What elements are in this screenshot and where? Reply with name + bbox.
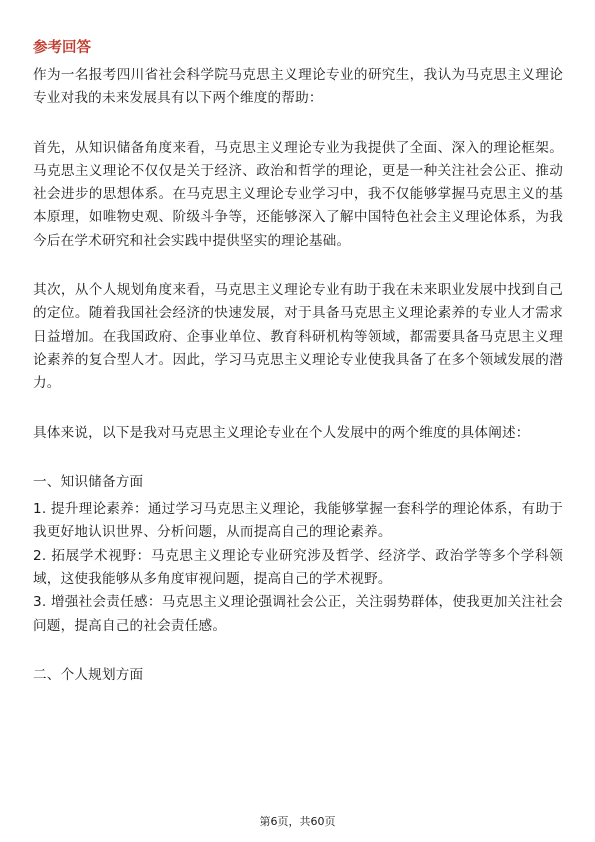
section-title-knowledge: 一、知识储备方面 bbox=[33, 473, 144, 490]
list-item: 1. 提升理论素养：通过学习马克思主义理论，我能够掌握一套科学的理论体系，有助于我更好地认识世界、分析问题，从而提高自己的理论素养。 bbox=[33, 501, 563, 541]
planning-paragraph: 其次，从个人规划角度来看，马克思主义理论专业有助于我在未来职业发展中找到自己的定位。随着我国社会经济的快速发展，对于具备马克思主义理论素养的专业人才需求日益增加。在我国政府、企事业单位、教育科研机构等领域，都需要具备马克思主义理论素养的复合型人才。因此，学习马克思主义理论专业使我具备了在多个领域发展的潜力。 bbox=[33, 282, 563, 392]
list-item: 3. 增强社会责任感：马克思主义理论强调社会公正，关注弱势群体，使我更加关注社会问题，提高自己的社会责任感。 bbox=[33, 594, 563, 634]
answer-heading: 参考回答 bbox=[33, 40, 91, 56]
knowledge-section bbox=[33, 471, 563, 638]
document-page bbox=[33, 38, 563, 691]
list-item: 2. 拓展学术视野：马克思主义理论专业研究涉及哲学、经济学、政治学等多个学科领域，这使我能够从多角度审视问题，提高自己的学术视野。 bbox=[33, 547, 563, 588]
page-number: 第6页，共60页 bbox=[259, 815, 336, 828]
section-title-planning: 二、个人规划方面 bbox=[33, 666, 144, 683]
intro-paragraph: 作为一名报考四川省社会科学院马克思主义理论专业的研究生，我认为马克思主义理论专业对我的未来发展具有以下两个维度的帮助： bbox=[33, 67, 563, 107]
knowledge-paragraph: 首先，从知识储备角度来看，马克思主义理论专业为我提供了全面、深入的理论框架。马克思主义理论不仅仅是关于经济、政治和哲学的理论，更是一种关注社会公正、推动社会进步的思想体系。在马克思主义理论专业学习中，我不仅能够掌握马克思主义的基本原理，如唯物史观、阶级斗争等，还能够深入了解中国特色社会主义理论体系，为我今后在学术研究和社会实践中提供坚实的理论基础。 bbox=[33, 139, 563, 249]
summary-paragraph: 具体来说，以下是我对马克思主义理论专业在个人发展中的两个维度的具体阐述： bbox=[33, 424, 530, 441]
